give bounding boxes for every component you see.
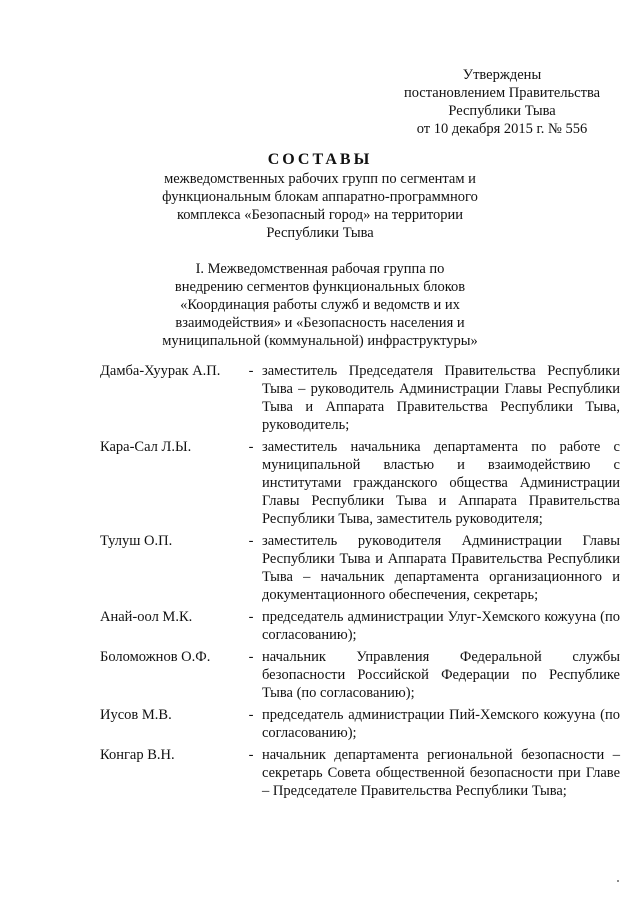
section-heading-line: муниципальной (коммунальной) инфраструктуры» bbox=[162, 333, 478, 349]
member-row bbox=[100, 648, 620, 702]
member-row bbox=[100, 438, 620, 528]
section-heading-line: «Координация работы служб и ведомств и их bbox=[180, 297, 460, 313]
section-heading-line: взаимодействия» и «Безопасность населения и bbox=[175, 315, 465, 331]
member-dash: - bbox=[248, 649, 254, 665]
member-role: заместитель руководителя Администрации Главы Республики Тыва и Аппарата Правительства Республики Тыва – начальник департамента организационного и документационного обеспечения, секретарь; bbox=[262, 533, 620, 603]
member-dash: - bbox=[248, 533, 254, 549]
member-row bbox=[100, 746, 620, 800]
document-title: СОСТАВЫ bbox=[267, 151, 373, 168]
section-heading bbox=[110, 260, 530, 350]
section-heading-line: внедрению сегментов функциональных блоков bbox=[174, 279, 466, 295]
member-name: Конгар В.Н. bbox=[100, 747, 175, 763]
member-dash: - bbox=[248, 747, 254, 763]
section-heading-line: I. Межведомственная рабочая группа по bbox=[195, 261, 445, 277]
approval-line: постановлением Правительства bbox=[403, 85, 601, 101]
member-name: Кара-Сал Л.Ы. bbox=[100, 439, 192, 455]
member-dash: - bbox=[248, 609, 254, 625]
member-row bbox=[100, 608, 620, 644]
scan-speck bbox=[617, 880, 619, 882]
member-dash: - bbox=[248, 363, 254, 379]
subtitle-line: комплекса «Безопасный город» на территории bbox=[176, 207, 464, 223]
members-list bbox=[100, 362, 620, 804]
member-role: заместитель начальника департамента по работе с муниципальной властью и взаимодействию с институтами гражданского общества Администрации Главы Республики Тыва и Аппарата Правительства Республики Тыва, заместитель руководителя; bbox=[262, 439, 620, 527]
member-role: председатель администрации Улуг-Хемского кожууна (по согласованию); bbox=[262, 609, 620, 643]
approval-date-line: от 10 декабря 2015 г. № 556 bbox=[416, 121, 588, 137]
document-subtitle bbox=[120, 170, 520, 242]
approval-line: Республики Тыва bbox=[448, 103, 556, 119]
member-row bbox=[100, 532, 620, 604]
member-name: Анай-оол М.К. bbox=[100, 609, 193, 625]
member-name: Тулуш О.П. bbox=[100, 533, 173, 549]
member-row bbox=[100, 706, 620, 742]
member-role: начальник Управления Федеральной службы безопасности Российской Федерации по Республике Тыва (по согласованию); bbox=[262, 649, 620, 701]
subtitle-line: функциональным блокам аппаратно-программного bbox=[162, 189, 478, 205]
member-name: Дамба-Хуурак А.П. bbox=[100, 363, 221, 379]
member-row bbox=[100, 362, 620, 434]
subtitle-line: Республики Тыва bbox=[266, 225, 374, 241]
approval-block bbox=[390, 66, 614, 138]
member-dash: - bbox=[248, 707, 254, 723]
member-role: председатель администрации Пий-Хемского кожууна (по согласованию); bbox=[262, 707, 620, 741]
member-name: Иусов М.В. bbox=[100, 707, 172, 723]
member-dash: - bbox=[248, 439, 254, 455]
subtitle-line: межведомственных рабочих групп по сегментам и bbox=[164, 171, 476, 187]
member-role: заместитель Председателя Правительства Республики Тыва – руководитель Администрации Главы Республики Тыва и Аппарата Правительства Республики Тыва, руководитель; bbox=[262, 363, 620, 433]
member-name: Боломожнов О.Ф. bbox=[100, 649, 211, 665]
approval-line: Утверждены bbox=[462, 67, 542, 83]
member-role: начальник департамента региональной безопасности – секретарь Совета общественной безопасности при Главе – Председателе Правительства Республики Тыва; bbox=[262, 747, 620, 799]
